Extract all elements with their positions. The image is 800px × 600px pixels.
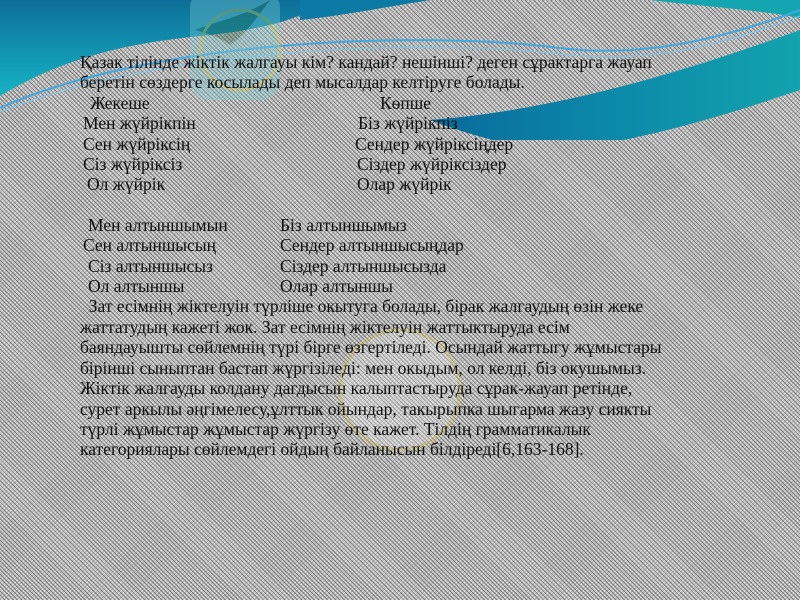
- plural-cell: Сендер жүйріксіңдер: [355, 133, 514, 154]
- plural-cell: Олар жүйрік: [357, 174, 452, 195]
- table2-row: [80, 235, 780, 255]
- table1-row: [80, 174, 780, 194]
- plural-cell: Сіздер жүйріксіздер: [357, 154, 507, 175]
- singular-cell: Сіз алтыншысыз: [88, 255, 213, 276]
- body-line: түрлі жұмыстар жұмыстар жүргізу өте кажет. Тілдің грамматикалык: [80, 418, 591, 439]
- spacer: [80, 195, 780, 215]
- body-line: бірінші сыныптан бастап жүргізіледі: мен окыдым, ол келді, біз окушымыз.: [80, 357, 647, 378]
- table2-row: [80, 276, 780, 296]
- intro-line-1: Қазак тілінде жіктік жалгауы кім? кандай? нешінші? деген сұрактарга жауап: [80, 52, 652, 72]
- body-line: жаттатудың кажеті жок. Зат есімнің жіктелуін жаттыктыруда есім: [80, 316, 570, 337]
- singular-header: Жекеше: [90, 92, 150, 113]
- singular-cell: Сен алтыншысың: [83, 235, 216, 256]
- singular-cell: Мен жүйрікпін: [83, 113, 196, 134]
- table1-row: [80, 154, 780, 174]
- table1-row: [80, 113, 780, 133]
- singular-cell: Ол алтыншы: [88, 276, 185, 297]
- plural-cell: Біз алтыншымыз: [280, 214, 407, 235]
- table1-row: [80, 134, 780, 154]
- singular-cell: Ол жүйрік: [87, 174, 166, 195]
- plural-cell: Сіздер алтыншысызда: [280, 255, 447, 276]
- singular-cell: Сен жүйріксің: [83, 133, 191, 154]
- singular-cell: Сіз жүйріксіз: [83, 154, 183, 175]
- intro-line-2: беретін сөздерге косылады деп мысалдар келтіруге болады.: [80, 72, 525, 93]
- body-line: сурет аркылы әңгімелесу,ұлттык ойындар, такырыпка шыгарма жазу сиякты: [80, 398, 652, 419]
- table2-row: [80, 215, 780, 235]
- plural-cell: Сендер алтыншысыңдар: [280, 235, 464, 256]
- body-line: категориялары сөйлемдегі ойдың байланысын білдіреді[6,163-168].: [80, 439, 584, 460]
- table2-row: [80, 256, 780, 276]
- table1-header: [80, 93, 780, 113]
- body-line: Жіктік жалгауды колдану дагдысын калыптастыруда сұрак-жауап ретінде,: [80, 378, 633, 399]
- singular-cell: Мен алтыншымын: [88, 214, 228, 235]
- slide-content: [80, 52, 780, 460]
- plural-cell: Біз жүйрікпіз: [358, 113, 458, 134]
- plural-cell: Олар алтыншы: [280, 276, 393, 297]
- body-line: баяндауышты сөйлемнің түрі бірге өзгертіледі. Осындай жаттыгу жұмыстары: [80, 337, 662, 358]
- plural-header: Көпше: [380, 92, 432, 113]
- body-line: Зат есімнің жіктелуін түрліше окытуга болады, бірак жалгаудың өзін жеке: [80, 296, 644, 317]
